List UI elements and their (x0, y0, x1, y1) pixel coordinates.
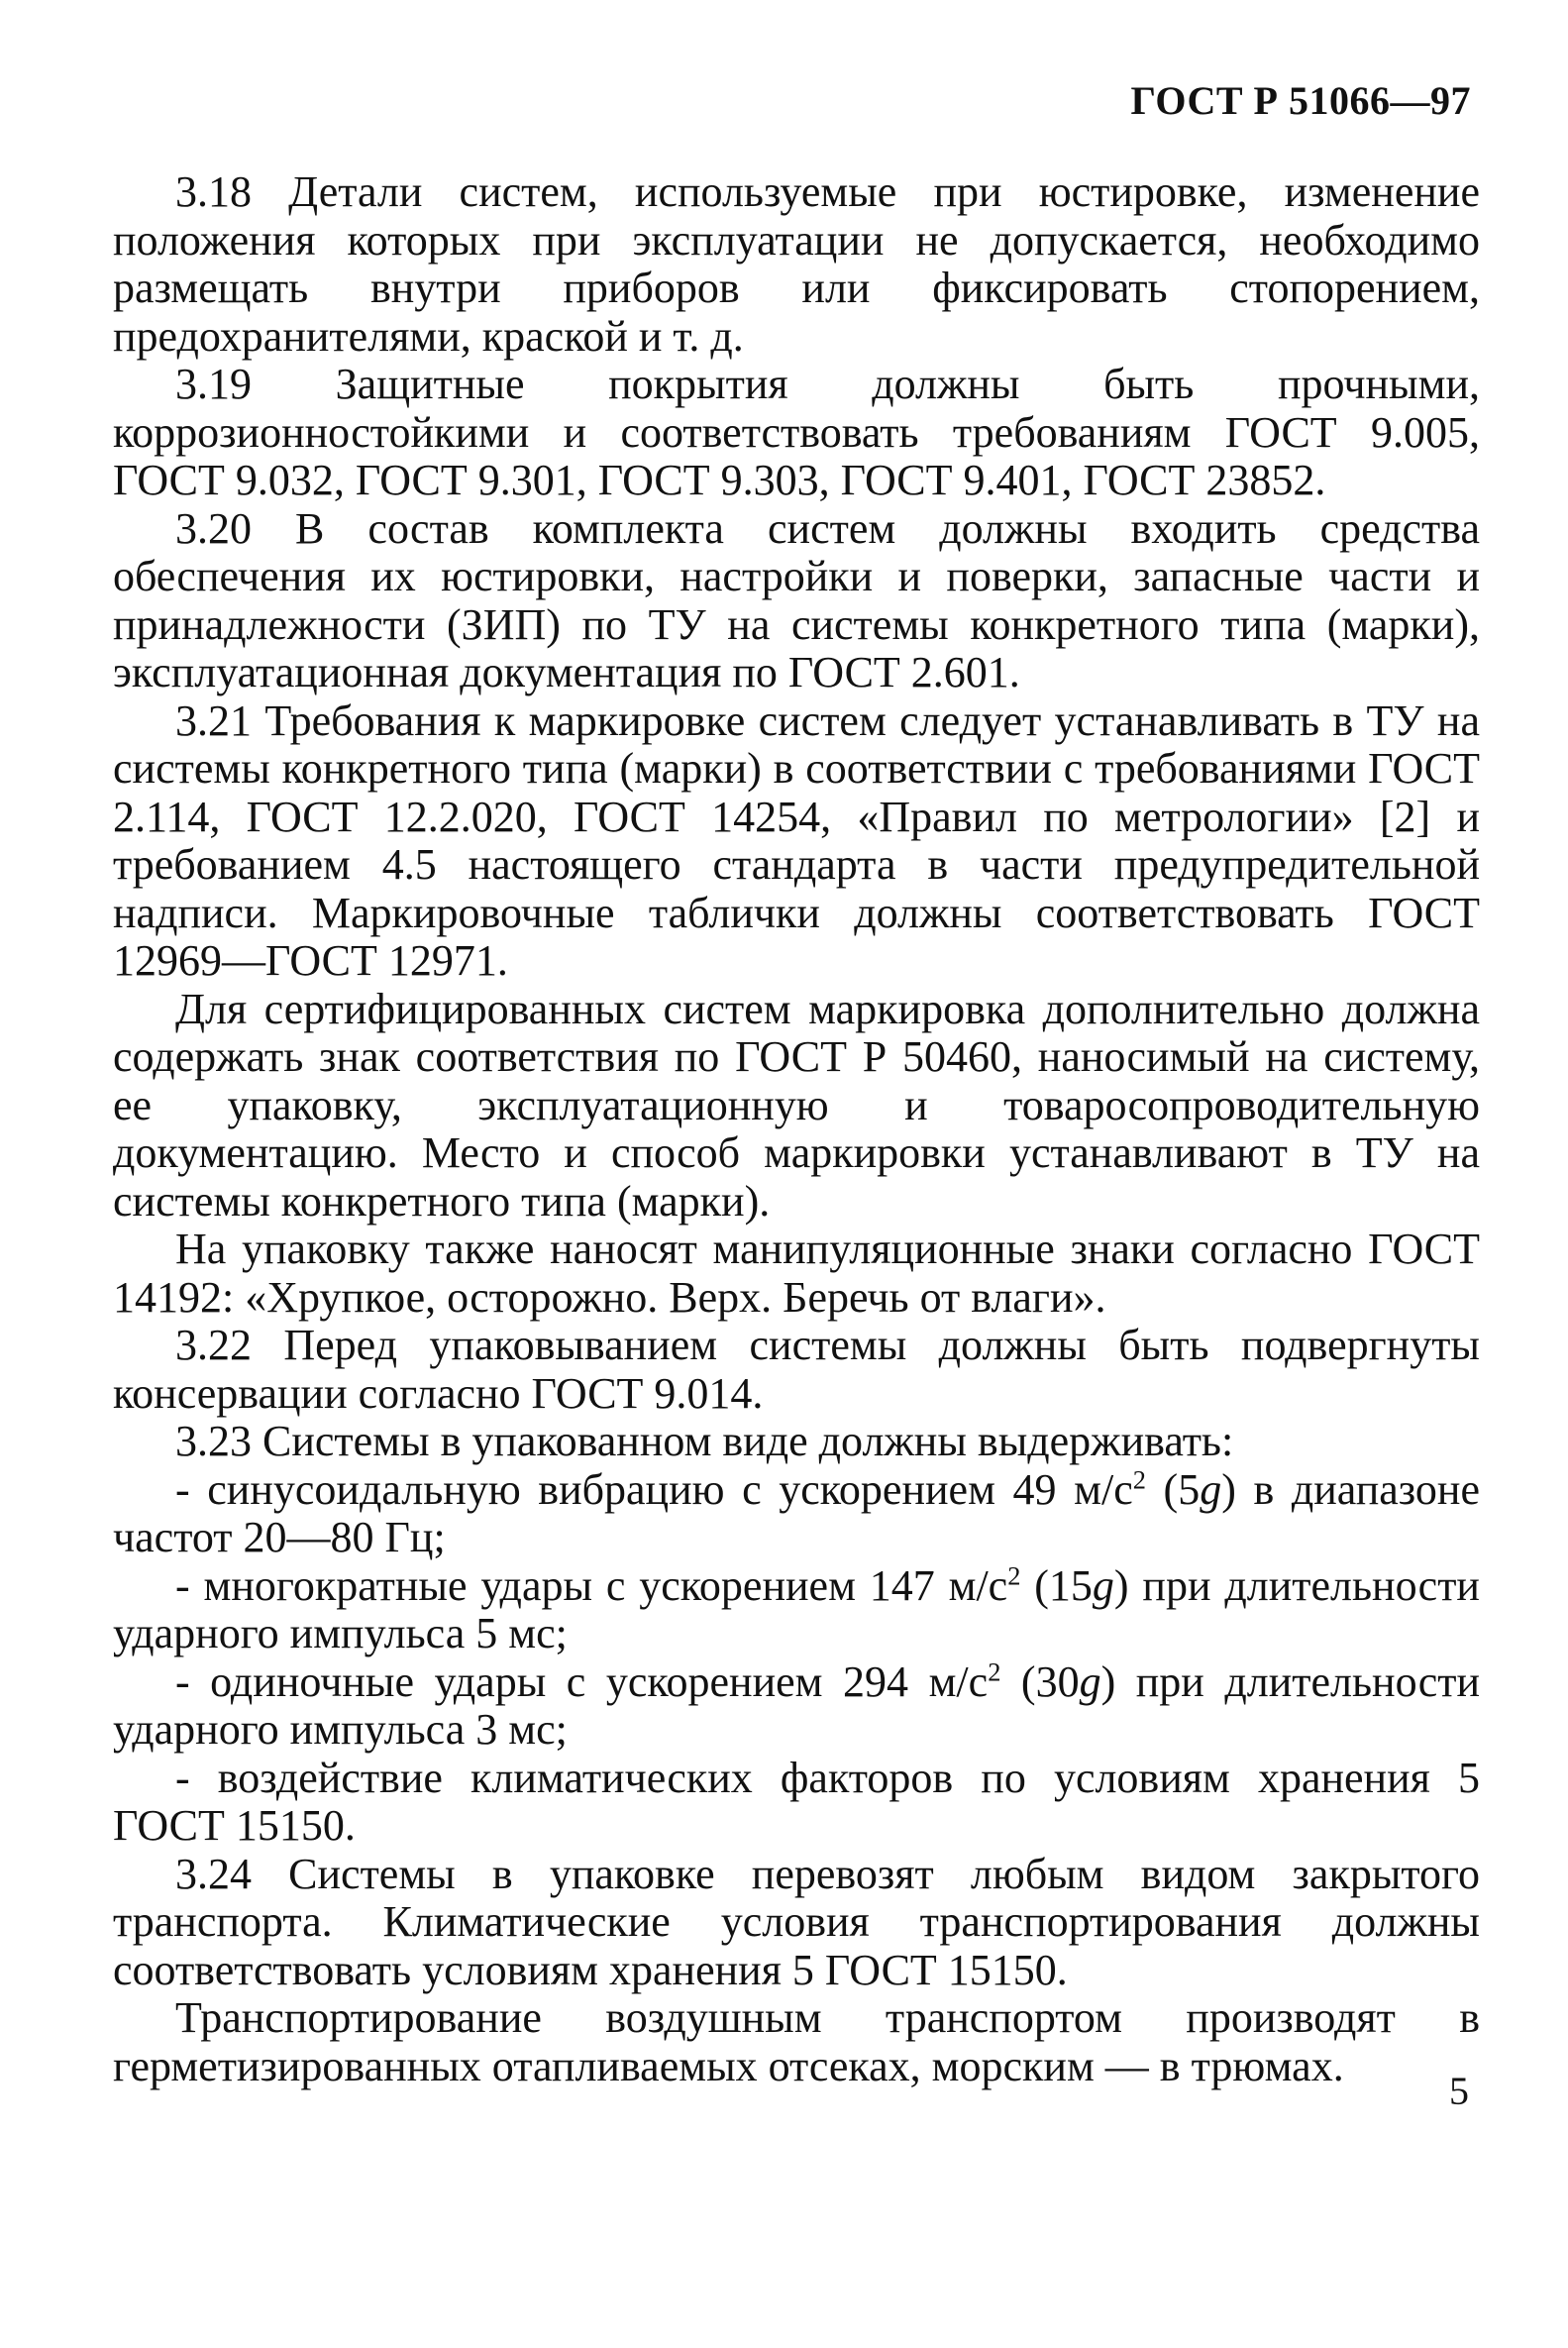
superscript: 2 (1007, 1559, 1021, 1590)
document-header: ГОСТ Р 51066—97 (1130, 78, 1471, 123)
paragraph-3-20: 3.20 В состав комплекта систем должны входить средства обеспечения их юстировки, настройки и поверки, запасные части и принадлежности (ЗИП) по ТУ на системы конкретного типа (марки), эксплуатационная документация по ГОСТ 2.601. (113, 503, 1480, 696)
paragraph-air-transport: Транспортирование воздушным транспортом производят в герметизированных отапливаемых отсеках, морским — в трюмах. (113, 1993, 1480, 2090)
list-item-text: (30g) при длительности ударного импульса 3 мс; (113, 1656, 1481, 1754)
paragraph-handling-signs: На упаковку также наносят манипуляционные знаки согласно ГОСТ 14192: «Хрупкое, осторожно. Верх. Беречь от влаги». (113, 1225, 1480, 1322)
paragraph-3-23: 3.23 Системы в упакованном виде должны выдерживать: (175, 1417, 1234, 1465)
list-item-multiple-shock (113, 1559, 1480, 1658)
paragraph-3-24: 3.24 Системы в упаковке перевозят любым видом закрытого транспорта. Климатические условия транспортирования должны соответствовать условиям хранения 5 ГОСТ 15150. (113, 1849, 1480, 1994)
paragraph-3-21: 3.21 Требования к маркировке систем следует устанавливать в ТУ на системы конкретного типа (марки) в соответствии с требованиями ГОСТ 2.114, ГОСТ 12.2.020, ГОСТ 14254, «Правил по метрологии» [2] и требованием 4.5 настоящего стандарта в части предупредительной надписи. Маркировочные таблички должны соответствовать ГОСТ 12969—ГОСТ 12971. (113, 695, 1480, 985)
page-number: 5 (1449, 2069, 1469, 2113)
document-body (113, 168, 1480, 2090)
list-item-text: - многократные удары с ускорением 147 м/с (175, 1560, 1008, 1610)
list-item-text: (5g) в диапазоне частот 20—80 Гц; (113, 1464, 1481, 1561)
paragraph-3-22: 3.22 Перед упаковыванием системы должны быть подвергнуты консервации согласно ГОСТ 9.014. (113, 1321, 1480, 1418)
list-item-climate: - воздействие климатических факторов по условиям хранения 5 ГОСТ 15150. (113, 1753, 1480, 1850)
list-item-vibration (113, 1463, 1481, 1562)
paragraph-3-19: 3.19 Защитные покрытия должны быть прочными, коррозионностойкими и соответствовать требованиям ГОСТ 9.005, ГОСТ 9.032, ГОСТ 9.301, ГОСТ 9.303, ГОСТ 9.401, ГОСТ 23852. (113, 360, 1480, 504)
paragraph-certified-marking: Для сертифицированных систем маркировка дополнительно должна содержать знак соответствия по ГОСТ Р 50460, наносимый на систему, ее упаковку, эксплуатационную и товаросопроводительную документацию. Место и способ маркировки устанавливают в ТУ на системы конкретного типа (марки). (113, 984, 1480, 1226)
list-item-text: - синусоидальную вибрацию с ускорением 49 м/с (175, 1464, 1133, 1514)
list-item-text: (15g) при длительности ударного импульса 5 мс; (113, 1560, 1480, 1657)
superscript: 2 (1132, 1463, 1146, 1494)
list-item-single-shock (113, 1655, 1481, 1755)
superscript: 2 (988, 1655, 1001, 1686)
list-item-text: - одиночные удары с ускорением 294 м/с (175, 1656, 989, 1706)
paragraph-3-18: 3.18 Детали систем, используемые при юстировке, изменение положения которых при эксплуатации не допускается, необходимо размещать внутри приборов или фиксировать стопорением, предохранителями, краской и т. д. (113, 167, 1480, 361)
